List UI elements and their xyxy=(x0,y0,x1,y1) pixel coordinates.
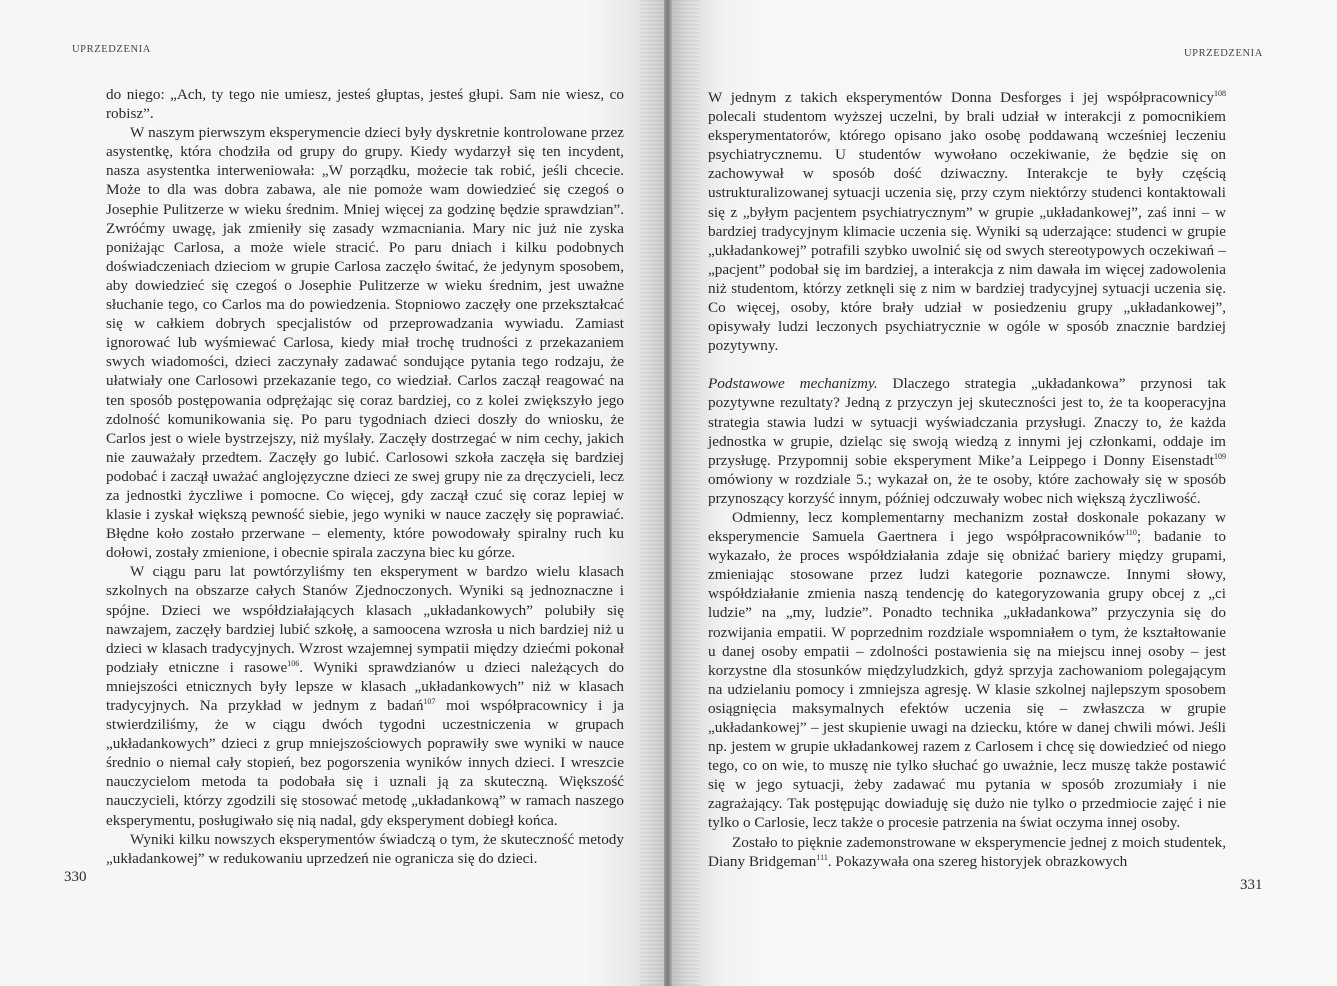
right-paragraph-1 xyxy=(708,88,1226,355)
section-lead-italic: Podstawowe mechanizmy. xyxy=(708,375,878,393)
right-page-body xyxy=(708,88,1226,871)
right-paragraph-2 xyxy=(708,374,1226,508)
left-paragraph-3-part-1: W ciągu paru lat powtórzyliśmy ten eksperyment w bardzo wielu klasach szkolnych na obszarze całych Stanów Zjednoczonych. Wyniki są jednoznaczne i spójne. Dzieci we współdziałających klasach „układankowych” polubiły się nawzajem, zaczęły bardziej lubić szkołę, a samoocena wzrosła u nich bardziej niż u dzieci w klasach tradycyjnych. Wzrost wzajemnej sympatii między dziećmi pokonał podziały etniczne i rasowe xyxy=(106,563,624,676)
left-paragraph-1: do niego: „Ach, ty tego nie umiesz, jesteś głuptas, jesteś głupi. Sam nie wiesz, co robisz”. xyxy=(106,86,624,123)
left-paragraph-2: W naszym pierwszym eksperymencie dzieci były dyskretnie kontrolowane przez asystentkę, która chodziła od grupy do grupy. Kiedy wydarzył się ten incydent, nasza asystentka interweniowała: „W porządku, możecie tak robić, jeśli chcecie. Może to dla was dobra zabawa, ale nie pomoże wam dowiedzieć się czegoś o Josephie Pulitzerze w wieku średnim. Mniej więcej za godzinę będzie sprawdzian”. Zwróćmy uwagę, jak zmieniły się zasady wzmacniania. Mary nic już nie zyska poniżając Carlosa, a może wiele stracić. Po paru dniach i kilku podobnych doświadczeniach dzieciom w grupie Carlosa zaczęło świtać, że jedynym sposobem, aby dowiedzieć się czegoś o Josephie Pulitzerze w wieku średnim, jest uważne słuchanie tego, co Carlos ma do powiedzenia. Stopniowo zaczęły one przekształcać się w całkiem dobrych specjalistów od przeprowadzania wywiadu. Zamiast ignorować lub wyśmiewać Carlosa, kiedy miał trochę trudności z przekazaniem swych wiadomości, dzieci zaczynały zadawać sondujące pytania tego rodzaju, że ułatwiały one Carlosowi przekazanie tego, co wiedział. Carlos zaczął reagować na ten sposób postępowania odprężając się coraz bardziej, co z kolei zwiększyło jego zdolność komunikowania się. Po paru tygodniach dzieci doszły do wniosku, że Carlos jest o wiele bystrzejszy, niż myślały. Zaczęły dostrzegać w nim cechy, jakich nie zauważały przedtem. Zaczęły go lubić. Carlosowi szkoła zaczęła się bardziej podobać i zaczął uważać anglojęzyczne dzieci ze swej grupy nie za dręczycieli, lecz za jednostki życzliwe i pomocne. Co więcej, gdy zaczął czuć się coraz lepiej w klasie i zyskał większą pewność siebie, jego wyniki w nauce zaczęły się poprawiać. Błędne koło zostało przerwane – elementy, które powodowały spiralny ruch ku dołowi, zostały zmienione, i obecnie spirala zaczyna biec ku górze. xyxy=(106,124,624,562)
page-number-left: 330 xyxy=(64,869,87,885)
left-page xyxy=(0,0,668,986)
footnote-ref-111: 111 xyxy=(816,852,828,862)
left-paragraph-3 xyxy=(106,562,624,829)
book-spine xyxy=(664,0,672,986)
left-paragraph-4: Wyniki kilku nowszych eksperymentów świadczą o tym, że skuteczność metody „układankowej” w redukowaniu uprzedzeń nie ogranicza się do dzieci. xyxy=(106,830,624,867)
left-paragraph-3-part-2: . Wyniki sprawdzianów u dzieci należących do mniejszości etnicznych były lepsze w klasach „układankowych” niż w klasach tradycyjnych. Na przykład w jednym z badań xyxy=(106,658,624,714)
right-paragraph-1-part-2: polecali studentom wyższej uczelni, by brali udział w interakcji z pomocnikiem eksperymentatorów, którego opisano jako osobę poddawaną wcześniej leczeniu psychiatrycznemu. U studentów wywołano oczekiwanie, że będzie się on zachowywał w sposób dość dziwaczny. Interakcje te były częścią ustrukturalizowanej sytuacji uczenia się, przy czym niektórzy studenci kontaktowali się z „byłym pacjentem psychiatrycznym” w grupie „układankowej”, zaś inni – w bardziej tradycyjnym klimacie uczenia się. Wyniki są uderzające: studenci w grupie „układankowej” potrafili szybko uwolnić się od swych stereotypowych oczekiwań – „pacjent” podobał się im bardziej, a interakcja z nim dawała im więcej zadowolenia niż studentom, którzy zetknęli się z nim w bardziej tradycyjnej sytuacji uczenia się. Co więcej, osoby, które brały udział w posiedzeniu grupy „układankowej”, opisywały ludzi leczonych psychiatrycznie w ogóle w sposób znacznie bardziej pozytywny. xyxy=(708,108,1226,355)
right-paragraph-3 xyxy=(708,508,1226,833)
right-page xyxy=(668,0,1337,986)
running-head-right: UPRZEDZENIA xyxy=(1184,48,1263,59)
left-page-body xyxy=(106,85,624,868)
left-paragraph-3-part-3: moi współpracownicy i ja stwierdziliśmy, że w ciągu dwóch tygodni uczestniczenia w grupach „układankowych” dzieci z grup mniejszościowych poprawiły swe wyniki w nauce średnio o niemal cały stopień, bez pogorszenia wyników innych dzieci. I wreszcie nauczycielom metoda ta podobała się i uznali ją za skuteczną. Większość nauczycieli, którzy zgodzili się stosować metodę „układankową” w ramach naszego eksperymentu, posługiwało się nią nadal, gdy eksperyment dobiegł końca. xyxy=(106,697,625,829)
footnote-ref-106: 106 xyxy=(287,658,300,668)
footnote-ref-108: 108 xyxy=(1214,89,1226,98)
footnote-ref-109: 109 xyxy=(1214,451,1226,461)
right-paragraph-3-part-1: Odmienny, lecz komplementarny mechanizm został doskonale pokazany w eksperymencie Samuela Gaertnera i jego współpracowników xyxy=(708,508,1226,546)
right-paragraph-4-part-2: . Pokazywała ona szereg historyjek obrazkowych xyxy=(827,852,1128,870)
page-number-right: 331 xyxy=(1240,877,1263,893)
right-paragraph-2-part-2: omówiony w rozdziale 5.; wykazał on, że te osoby, które zachowały się w sposób przynoszący korzyść innym, później odczuwały wobec nich większą życzliwość. xyxy=(708,470,1226,507)
footnote-ref-107: 107 xyxy=(423,697,436,706)
running-head-left: UPRZEDZENIA xyxy=(72,44,151,55)
right-paragraph-4 xyxy=(708,833,1226,871)
right-paragraph-4-part-1: Zostało to pięknie zademonstrowane w eksperymencie jednej z moich studentek, Diany Bridgeman xyxy=(708,833,1226,870)
footnote-ref-110: 110 xyxy=(1125,528,1137,538)
right-paragraph-1-part-1: W jednym z takich eksperymentów Donna Desforges i jej współpracownicy xyxy=(708,89,1214,106)
right-paragraph-3-part-2: ; badanie to wykazało, że proces współdziałania zdaje się obniżać bariery między grupami, zmieniając stosowane przez ludzi kategorie poznawcze. Innymi słowy, współdziałanie zmienia naszą tendencję do kategoryzowania grupy obcej z „ci ludzie” na „my, ludzie”. Ponadto technika „układankowa” przyczynia się do rozwijania empatii. W poprzednim rozdziale wspomniałem o tym, że kształtowanie u danej osoby empatii – zdolności postawienia się na miejscu innej osoby – jest korzystne dla stosunków międzyludzkich, gdyż sprzyja zachowaniom polegającym na udzielaniu pomocy i zmniejsza agresję. W klasie szkolnej najlepszym sposobem osiągnięcia maksymalnych efektów uczenia się – zwłaszcza w grupie „układankowej” – jest skupienie uwagi na dziecku, które w danej chwili mówi. Jeśli np. jestem w grupie układankowej razem z Carlosem i chcę się dowiedzieć od niego tego, co on wie, to muszę nie tylko słuchać go uważnie, lecz muszę także postawić się w jego sytuacji, żeby zadawać mu pytania w sposób zrozumiały i nie zagrażający. Tak postępując dowiaduję się dużo nie tylko o przedmiocie zajęć i nie tylko o Carlosie, lecz także o procesie patrzenia na świat oczyma innej osoby. xyxy=(708,528,1226,832)
right-paragraph-2-part-1: Dlaczego strategia „układankowa” przynosi tak pozytywne rezultaty? Jedną z przyczyn jej skuteczności jest to, że ta kooperacyjna strategia stawia ludzi w sytuacji wyświadczania przysługi. Znaczy to, że każda jednostka w grupie, dzieląc się swoją wiedzą z innymi jej członkami, oddaje im przysługę. Przypomnij sobie eksperyment Mike’a Leippego i Donny Eisenstadt xyxy=(708,375,1226,469)
